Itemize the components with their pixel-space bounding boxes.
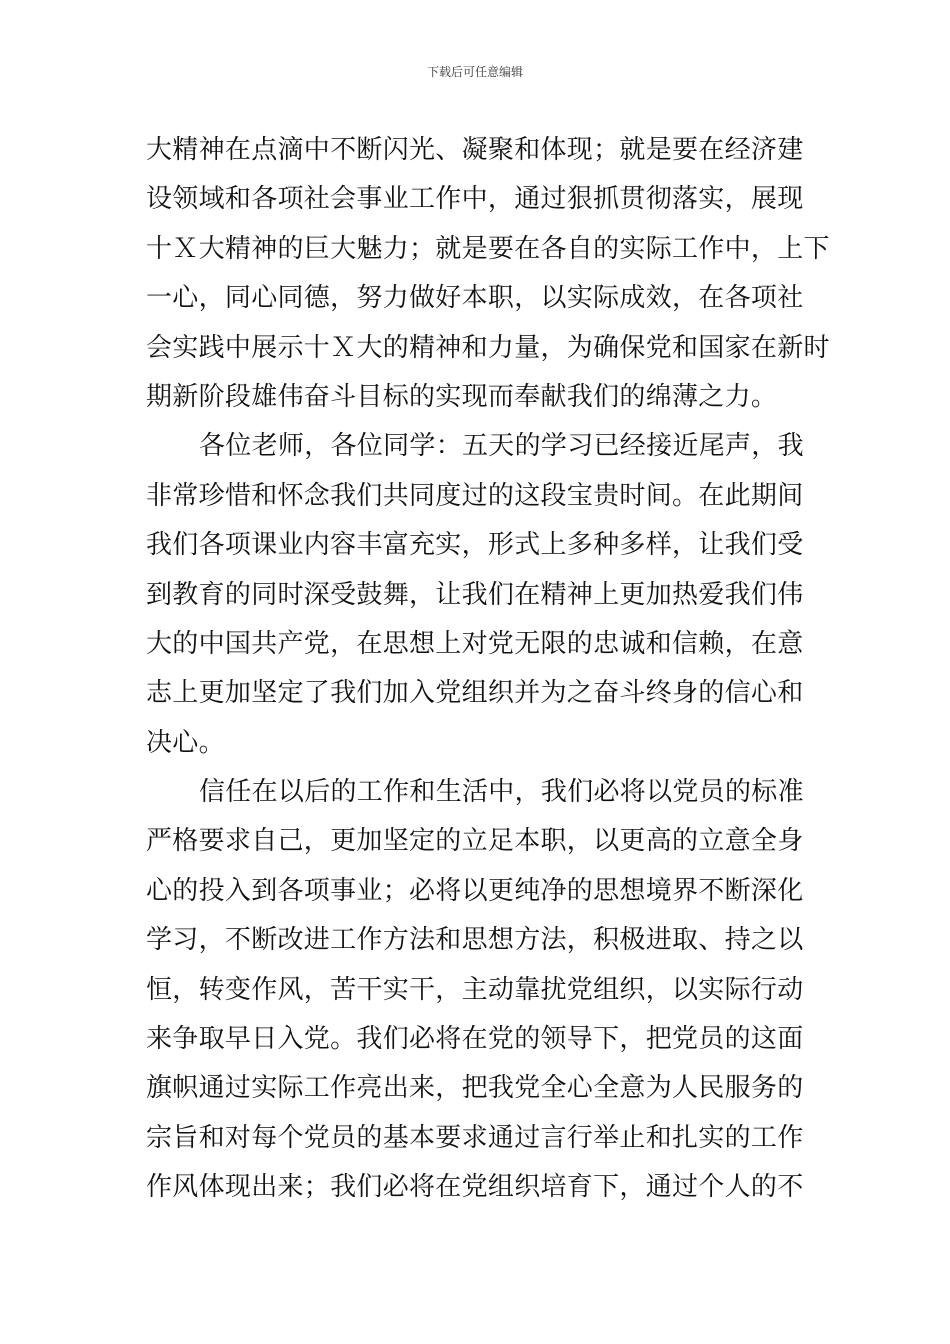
- text-line: 非常珍惜和怀念我们共同度过的这段宝贵时间。在此期间: [146, 480, 804, 511]
- text-line: 宗旨和对每个党员的基本要求通过言行举止和扎实的工作: [146, 1122, 804, 1153]
- text-line: 期新阶段雄伟奋斗目标的实现而奉献我们的绵薄之力。: [146, 381, 778, 412]
- paragraph-1: [146, 126, 830, 422]
- text-line: 来争取早日入党。我们必将在党的领导下，把党员的这面: [146, 1024, 804, 1055]
- text-line: 各位老师，各位同学：五天的学习已经接近尾声，我: [199, 431, 804, 462]
- text-line: 严格要求自己，更加坚定的立足本职，以更高的立意全身: [146, 826, 804, 857]
- text-line: 十Ｘ大精神的巨大魅力；就是要在各自的实际工作中，上下: [146, 233, 830, 264]
- paragraph-2: [146, 422, 808, 768]
- paragraph-3: [146, 768, 808, 1213]
- text-line: 志上更加坚定了我们加入党组织并为之奋斗终身的信心和: [146, 678, 804, 709]
- text-line: 一心，同心同德，努力做好本职，以实际成效，在各项社: [146, 283, 804, 314]
- text-line: 大精神在点滴中不断闪光、凝聚和体现；就是要在经济建: [146, 135, 804, 165]
- document-body: [146, 126, 830, 1213]
- text-line: 心的投入到各项事业；必将以更纯净的思想境界不断深化: [146, 875, 804, 906]
- text-line: 到教育的同时深受鼓舞，让我们在精神上更加热爱我们伟: [146, 579, 804, 610]
- text-line: 信任在以后的工作和生活中，我们必将以党员的标准: [199, 777, 804, 808]
- text-line: 设领域和各项社会事业工作中，通过狠抓贯彻落实，展现: [146, 184, 804, 215]
- text-line: 会实践中展示十Ｘ大的精神和力量，为确保党和国家在新时: [146, 332, 830, 363]
- text-line: 学习，不断改进工作方法和思想方法，积极进取、持之以: [146, 925, 804, 956]
- text-line: 作风体现出来；我们必将在党组织培育下，通过个人的不: [146, 1172, 804, 1203]
- text-line: 决心。: [146, 727, 225, 758]
- text-line: 我们各项课业内容丰富充实，形式上多种多样，让我们受: [146, 530, 804, 561]
- text-line: 旗帜通过实际工作亮出来，把我党全心全意为人民服务的: [146, 1073, 804, 1104]
- page-header: 下载后可任意编辑: [426, 65, 523, 79]
- text-line: 恒，转变作风，苦干实干，主动靠扰党组织，以实际行动: [146, 974, 804, 1005]
- text-line: 大的中国共产党，在思想上对党无限的忠诚和信赖，在意: [146, 628, 804, 659]
